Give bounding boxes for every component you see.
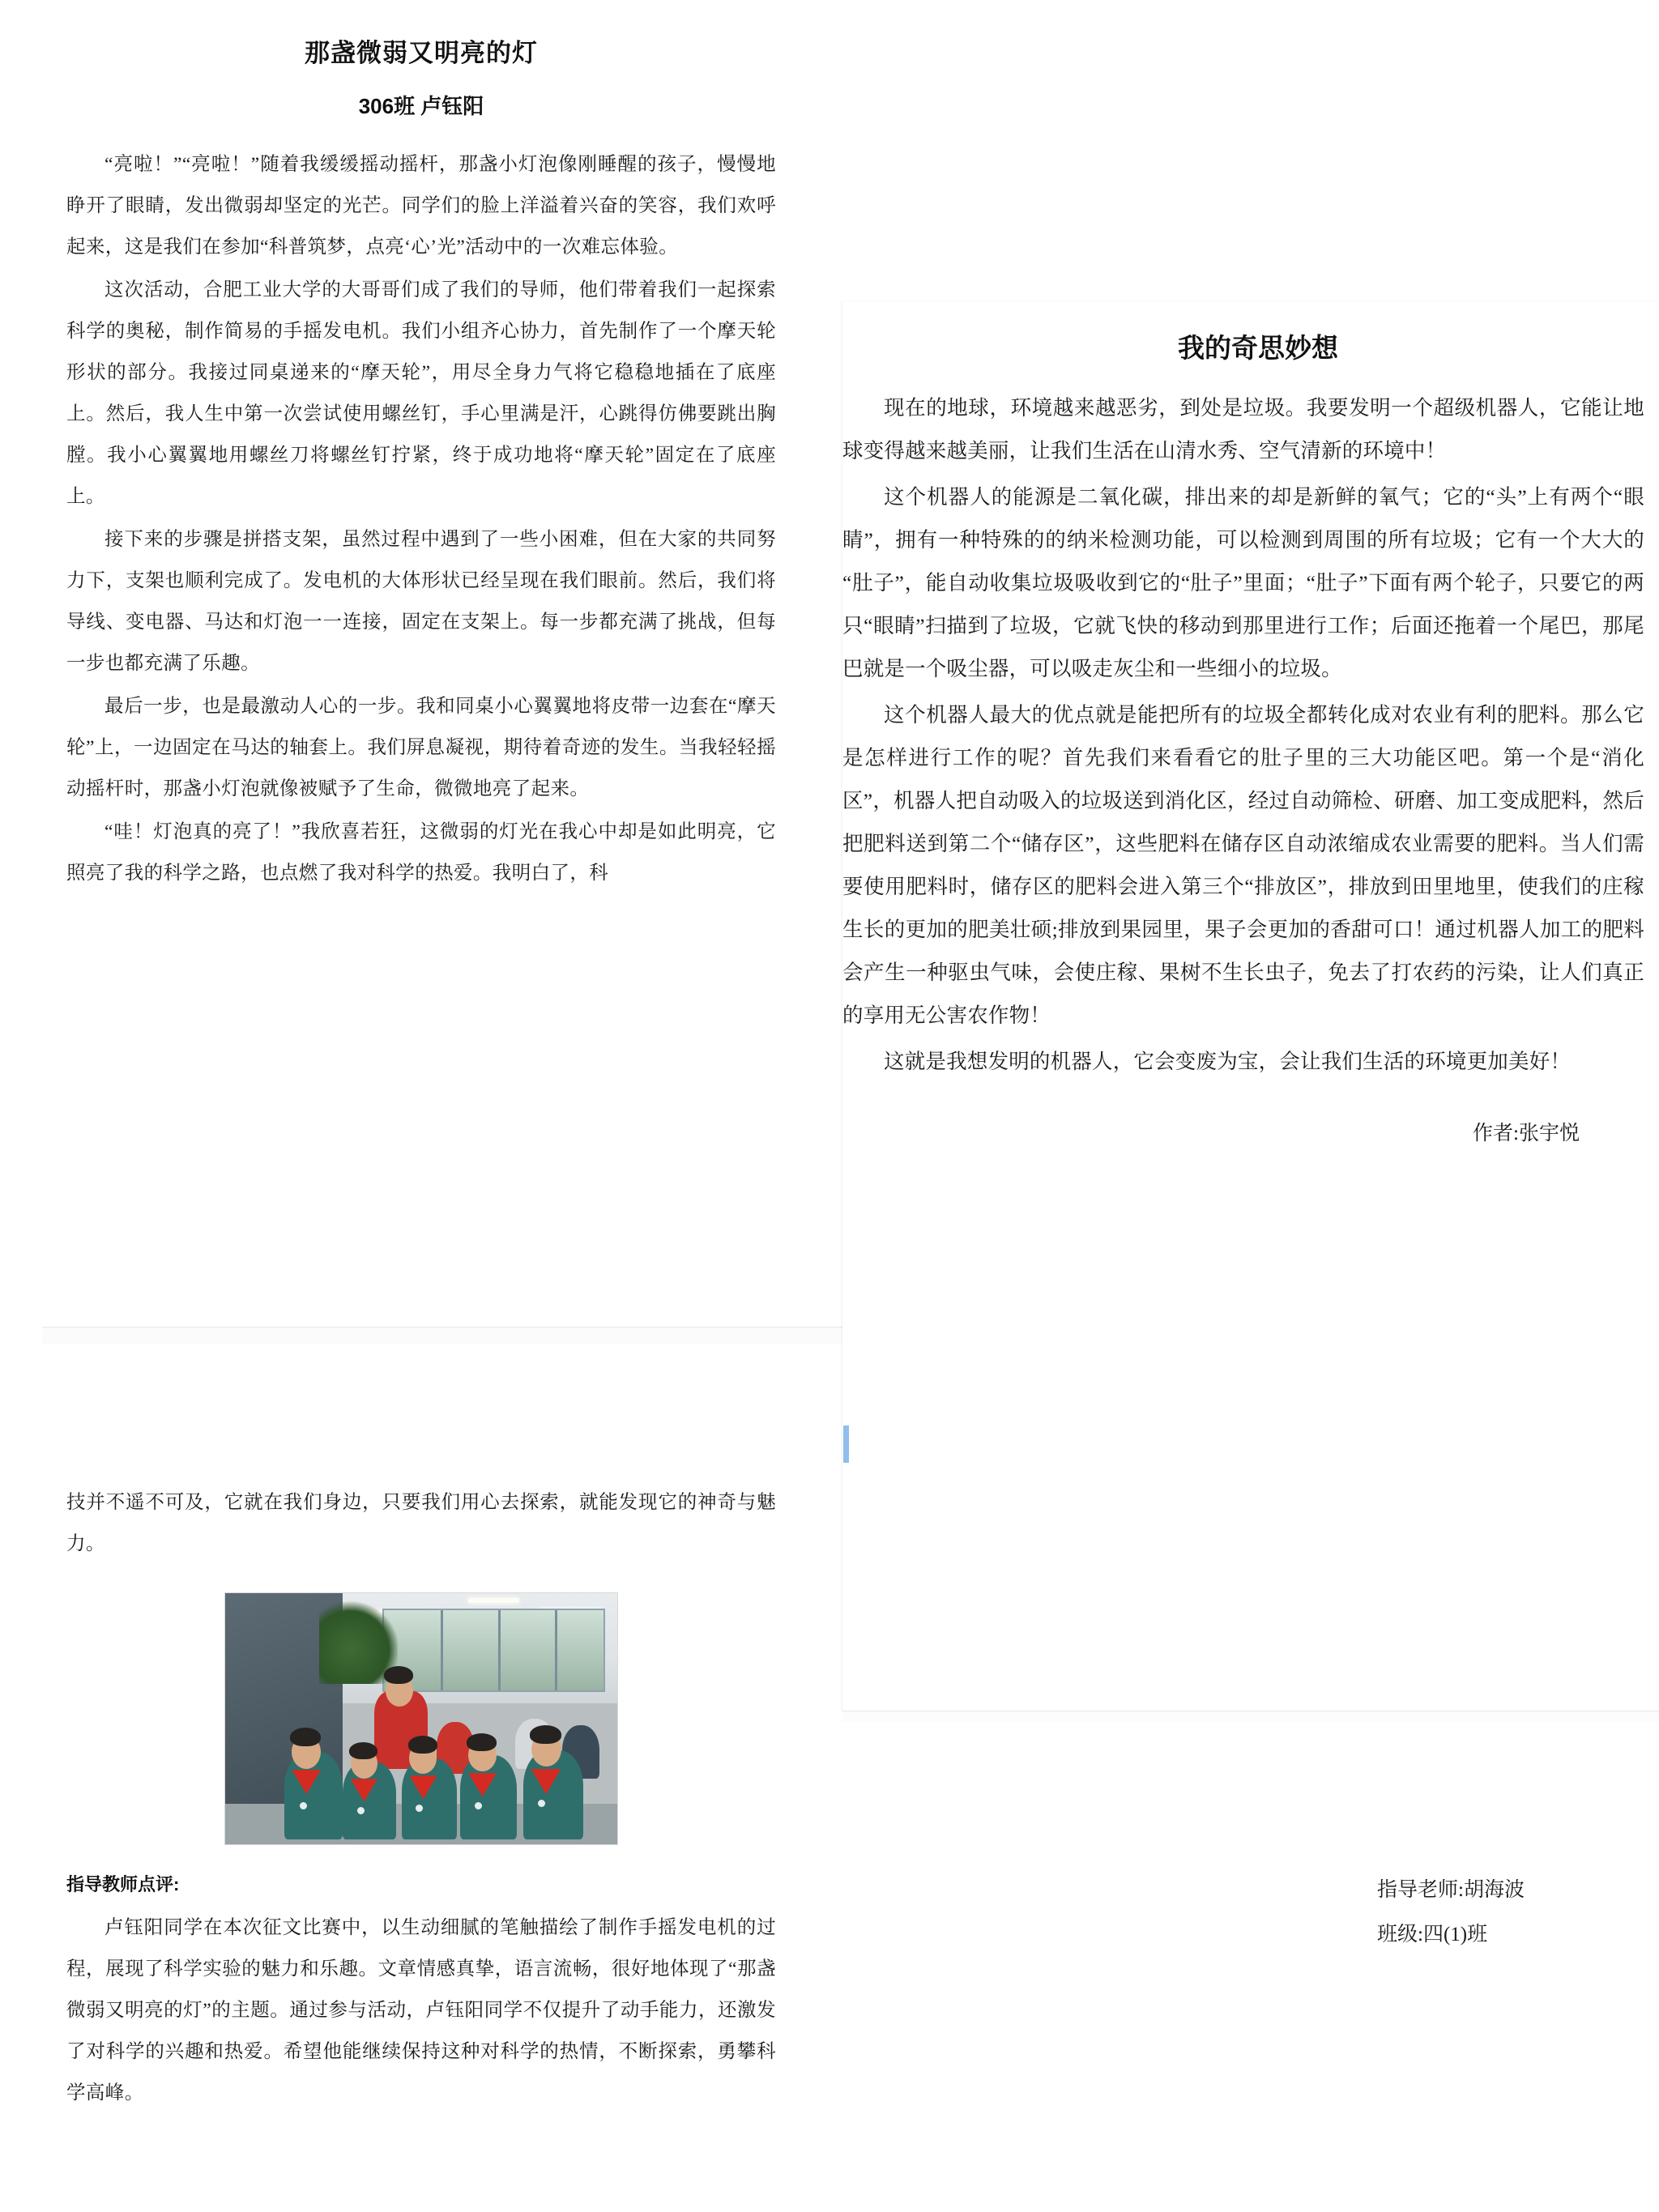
left-essay-paragraph: “亮啦！”“亮啦！”随着我缓缓摇动摇杆，那盏小灯泡像刚睡醒的孩子，慢慢地睁开了眼睛，发出微弱却坚定的光芒。同学们的脸上洋溢着兴奋的笑容，我们欢呼起来，这是我们在参加“科普筑梦，点亮‘心’光”活动中的一次难忘体验。 [66,154,776,258]
photo-student-hair [408,1736,437,1754]
footer-class-line: 班级:四(1)班 [1377,1924,1488,1946]
photo-window-mullion [441,1610,443,1690]
right-essay-title: 我的奇思妙想 [1178,333,1338,363]
classroom-group-photo [224,1592,618,1845]
photo-window-mullion [498,1610,501,1690]
left-document-page-one [0,0,842,1332]
left-document-page-two [0,1345,842,2212]
left-essay-continued-paragraph: 技并不遥不可及，它就在我们身边，只要我们用心去探索，就能发现它的神奇与魅力。 [66,1492,776,1554]
right-document-footer [842,1722,1659,2212]
photo-volunteer-hair [384,1666,413,1684]
right-essay-paragraph: 这个机器人最大的优点就是能把所有的垃圾全都转化成对农业有利的肥料。那么它是怎样进行工作的呢？首先我们来看看它的肚子里的三大功能区吧。第一个是“消化区”，机器人把自动吸入的垃圾送到消化区，经过自动筛检、研磨、加工变成肥料，然后把肥料送到第二个“储存区”，这些肥料在储存区自动浓缩成农业需要的肥料。当人们需要使用肥料时，储存区的肥料会进入第三个“排放区”，排放到田里地里，使我们的庄稼生长的更加的肥美壮硕;排放到果园里，果子会更加的香甜可口！通过机器人加工的肥料会产生一种驱虫气味，会使庄稼、果树不生长虫子，免去了打农药的污染，让人们真正的享用无公害农作物！ [842,703,1644,1027]
teacher-comment-heading: 指导教师点评: [66,1874,180,1894]
right-document-content [842,301,1659,1146]
left-essay-title: 那盏微弱又明亮的灯 [305,39,538,67]
left-essay-byline: 306班 卢钰阳 [358,94,484,118]
photo-student-hair [290,1728,321,1746]
right-essay-author: 作者:张宇悦 [1473,1123,1580,1144]
right-essay-paragraph: 这个机器人的能源是二氧化碳，排出来的却是新鲜的氧气；它的“头”上有两个“眼睛”，拥有一种特殊的的纳米检测功能，可以检测到周围的所有垃圾；它有一个大大的“肚子”，能自动收集垃圾吸收到它的“肚子”里面；“肚子”下面有两个轮子，只要它的两只“眼睛”扫描到了垃圾，它就飞快的移动到那里进行工作；后面还拖着一个尾巴，那尾巴就是一个吸尘器，可以吸走灰尘和一些细小的垃圾。 [842,485,1644,680]
footer-teacher-line: 指导老师:胡海波 [1377,1879,1525,1901]
left-essay-paragraph: 最后一步，也是最激动人心的一步。我和同桌小心翼翼地将皮带一边套在“摩天轮”上，一边固定在马达的轴套上。我们屏息凝视，期待着奇迹的发生。当我轻轻摇动摇杆时，那盏小灯泡就像被赋予了生命，微微地亮了起来。 [66,696,776,799]
right-essay-paragraph: 现在的地球，环境越来越恶劣，到处是垃圾。我要发明一个超级机器人，它能让地球变得越来越美丽，让我们生活在山清水秀、空气清新的环境中！ [842,396,1644,462]
right-document-pane [842,301,1659,1711]
teacher-comment-body: 卢钰阳同学在本次征文比赛中，以生动细腻的笔触描绘了制作手摇发电机的过程，展现了科学实验的魅力和乐趣。文章情感真挚，语言流畅，很好地体现了“那盏微弱又明亮的灯”的主题。通过参与活动，卢钰阳同学不仅提升了动手能力，还激发了对科学的兴趣和热爱。希望他能继续保持这种对科学的热情，不断探索，勇攀科学高峰。 [66,1917,776,2103]
photo-uniform-badge [300,1802,307,1809]
photo-window-mullion [555,1610,557,1690]
photo-student-hair [349,1742,377,1759]
right-essay-paragraph: 这就是我想发明的机器人，它会变废为宝，会让我们生活的环境更加美好！ [884,1050,1572,1073]
photo-uniform-badge [357,1807,365,1814]
activity-photo-wrapper [66,1592,776,1845]
left-essay-paragraph: 这次活动，合肥工业大学的大哥哥们成了我们的导师，他们带着我们一起探索科学的奥秘，制作简易的手摇发电机。我们小组齐心协力，首先制作了一个摩天轮形状的部分。我接过同桌递来的“摩天轮”，用尽全身力气将它稳稳地插在了底座上。然后，我人生中第一次尝试使用螺丝钉，手心里满是汗，心跳得仿佛要跳出胸膛。我小心翼翼地用螺丝刀将螺丝钉拧紧，终于成功地将“摩天轮”固定在了底座上。 [66,279,776,507]
photo-uniform-badge [475,1802,482,1809]
photo-uniform-badge [538,1800,545,1807]
left-essay-paragraph: 接下来的步骤是拼搭支架，虽然过程中遇到了一些小困难，但在大家的共同努力下，支架也顺利完成了。发电机的大体形状已经呈现在我们眼前。然后，我们将导线、变电器、马达和灯泡一一连接，固定在支架上。每一步都充满了挑战，但每一步也都充满了乐趣。 [66,529,776,674]
left-essay-paragraph: “哇！灯泡真的亮了！”我欣喜若狂，这微弱的灯光在我心中却是如此明亮，它照亮了我的科学之路，也点燃了我对科学的热爱。我明白了，科 [66,821,776,884]
photo-uniform-badge [416,1805,423,1812]
photo-ceiling-light [468,1598,519,1603]
photo-windows [382,1609,605,1692]
text-selection-highlight [843,1426,849,1463]
photo-student-hair [467,1733,497,1751]
photo-student-hair [530,1725,561,1744]
page-break-separator [42,1327,842,1346]
